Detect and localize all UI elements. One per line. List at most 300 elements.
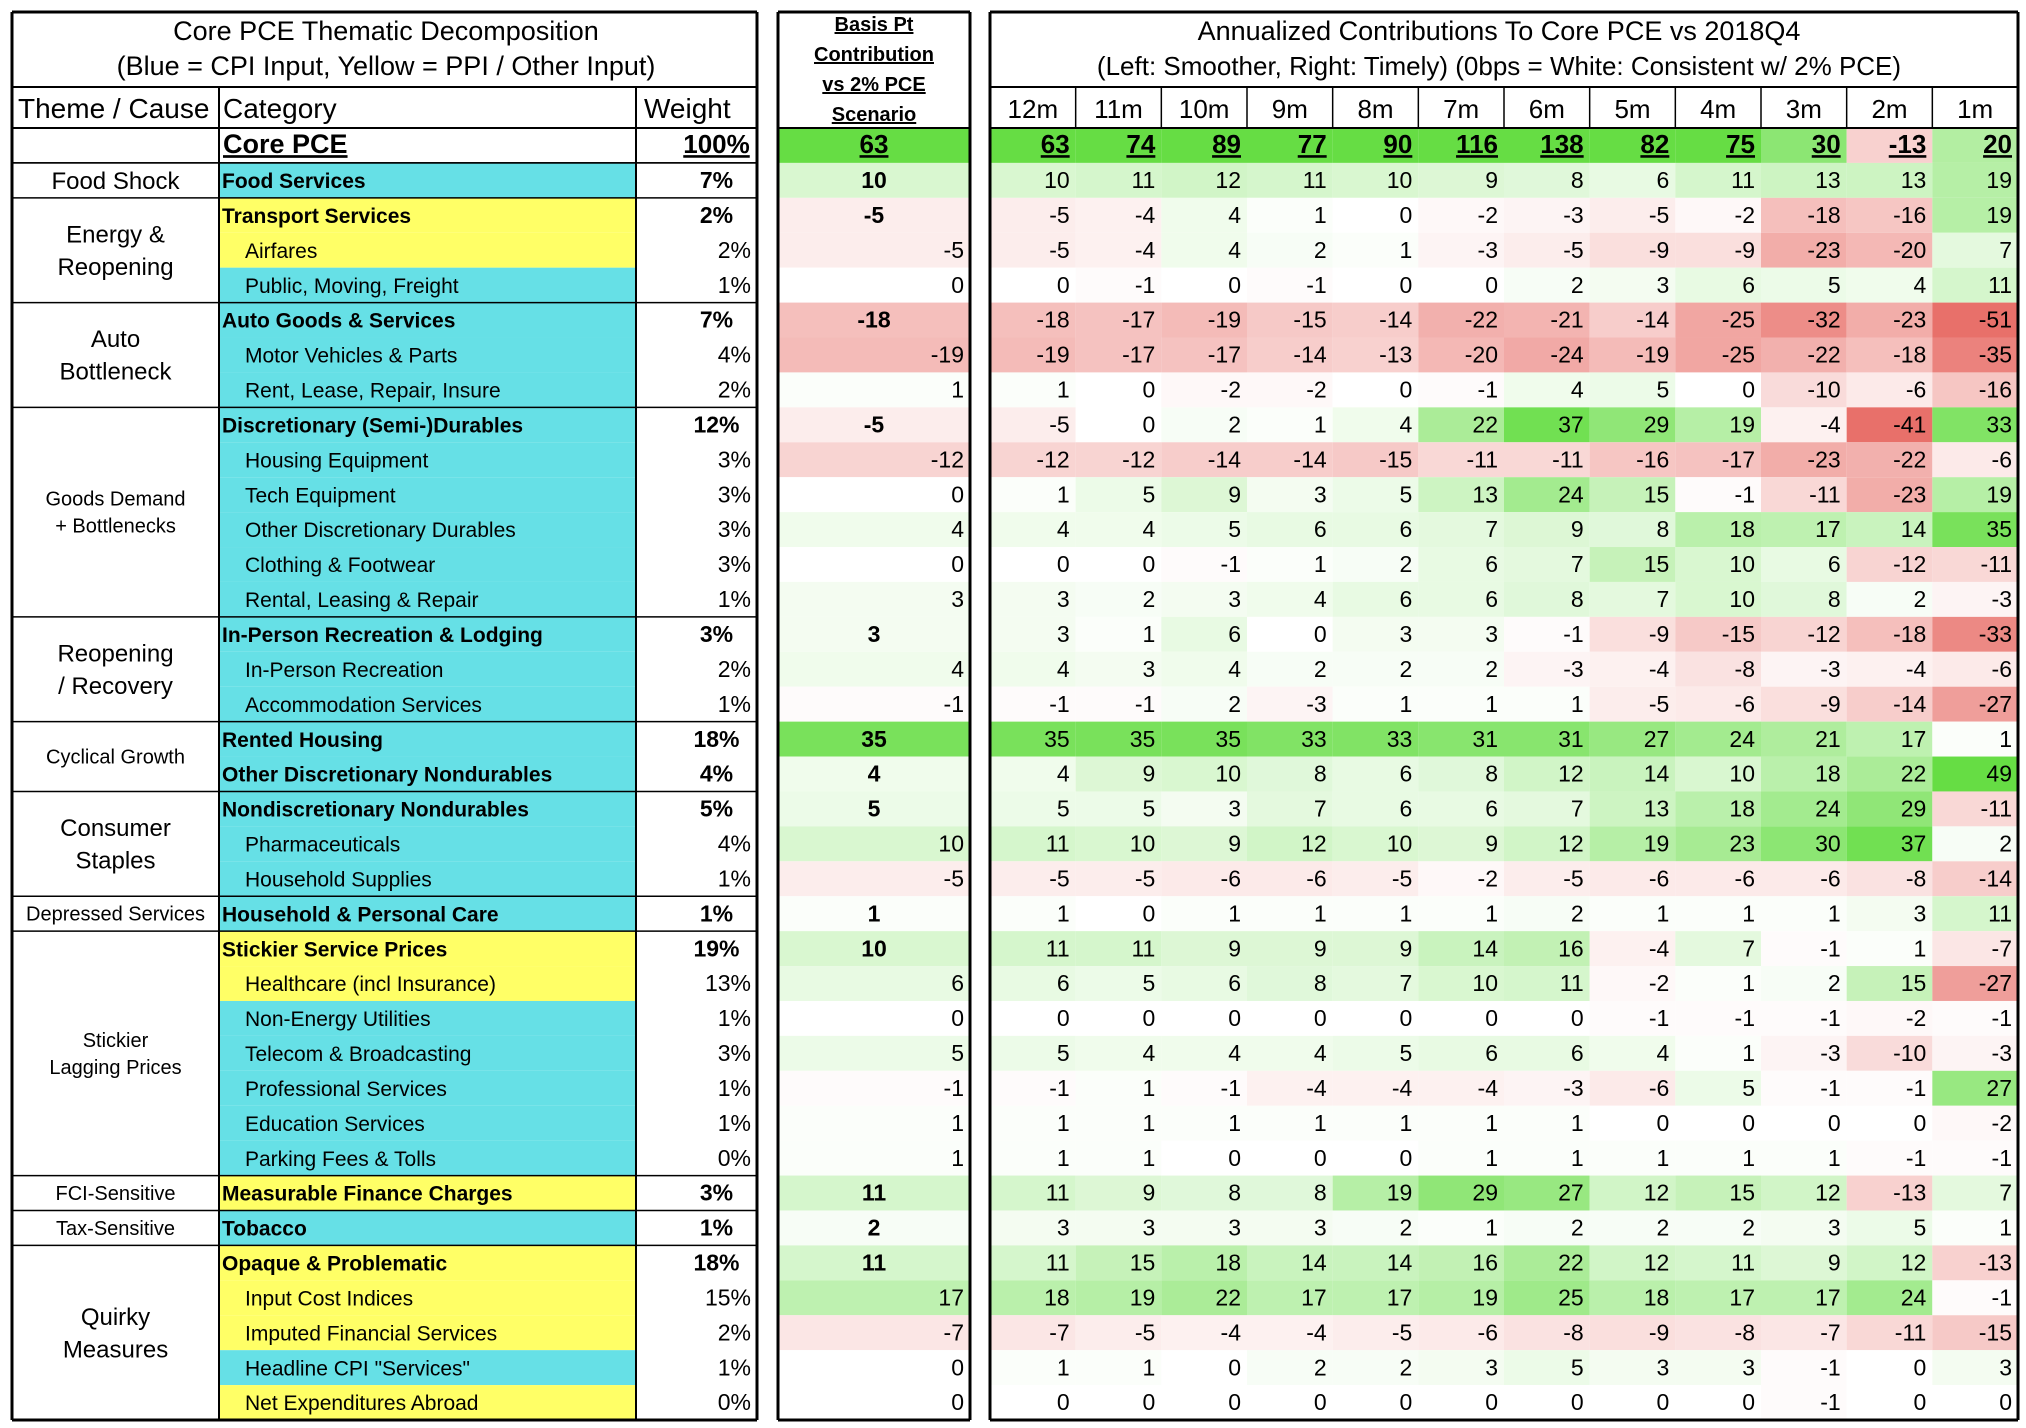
heat-value: -1 — [1991, 1005, 2012, 1032]
heat-value: 15 — [1129, 1249, 1156, 1276]
heat-value: -3 — [1991, 586, 2012, 613]
heat-value: -7 — [1991, 935, 2012, 962]
heat-value: -12 — [1036, 446, 1070, 473]
category-label: Professional Services — [245, 1077, 447, 1101]
heat-value: -6 — [1306, 865, 1327, 892]
heat-value: -15 — [1978, 1319, 2012, 1346]
heat-value: 1 — [1570, 1109, 1584, 1136]
heat-value: 14 — [1472, 935, 1498, 962]
heat-value: -17 — [1122, 341, 1156, 368]
weight-value: 2% — [717, 376, 751, 403]
heat-value: 25 — [1558, 1284, 1584, 1311]
heat-value: 1 — [1142, 1074, 1156, 1101]
heat-value: 7 — [1999, 1179, 2012, 1206]
heat-value: 8 — [1570, 167, 1584, 194]
heat-value: 3 — [1742, 1354, 1755, 1381]
heat-value: 2 — [1999, 830, 2012, 857]
heat-value: 24 — [1729, 725, 1755, 752]
heat-value: 2 — [1570, 271, 1584, 298]
bp-cell — [778, 233, 970, 268]
heat-value: 9 — [1485, 830, 1498, 857]
heat-value: -2 — [1648, 970, 1670, 997]
heat-value: -19 — [1636, 341, 1670, 368]
heat-value: 1 — [1742, 1040, 1755, 1067]
weight-value: 13% — [704, 970, 751, 997]
weight-value: 15% — [704, 1284, 751, 1311]
heat-value: 11 — [1131, 935, 1156, 962]
heat-value: 8 — [1570, 586, 1584, 613]
heat-value: 35 — [1044, 725, 1070, 752]
heat-value: 10 — [1729, 586, 1755, 613]
heat-value: 0 — [1742, 1389, 1755, 1416]
heat-value: -4 — [1648, 655, 1670, 682]
heat-value: -18 — [1807, 201, 1841, 228]
heat-value: -11 — [1894, 1319, 1927, 1346]
heat-value: 12 — [1815, 1179, 1841, 1206]
heat-value: -35 — [1978, 341, 2012, 368]
category-label: Non-Energy Utilities — [245, 1008, 431, 1032]
bp-cell — [778, 1141, 970, 1176]
category-label: Household Supplies — [245, 868, 432, 892]
heat-value: -2 — [1734, 201, 1755, 228]
heat-value: -3 — [1820, 655, 1841, 682]
heat-value: 11 — [1045, 1179, 1070, 1206]
heat-value: 2 — [1399, 1354, 1413, 1381]
heat-value: 29 — [1472, 1179, 1498, 1206]
heat-value: 10 — [1386, 830, 1413, 857]
heat-value: -2 — [1991, 1109, 2012, 1136]
heat-value: 10 — [1129, 830, 1156, 857]
heat-value: 7 — [1570, 551, 1584, 578]
heat-value: 1 — [1313, 201, 1327, 228]
heat-value: 9 — [1142, 1179, 1156, 1206]
heat-value: 2 — [1313, 236, 1327, 263]
heat-value: 1 — [1742, 970, 1755, 997]
heat-value: -23 — [1893, 481, 1927, 508]
bp-cell — [778, 477, 970, 512]
heat-value: -5 — [1563, 865, 1584, 892]
heat-value: 1 — [1999, 1214, 2012, 1241]
bp-value: 5 — [951, 1040, 964, 1067]
heat-value: -1 — [1991, 1284, 2012, 1311]
bp-value: 35 — [861, 725, 887, 752]
category-label: Airfares — [245, 239, 318, 263]
heat-value: 35 — [1986, 516, 2012, 543]
heat-value: -25 — [1721, 341, 1755, 368]
bp-value: 4 — [951, 655, 964, 682]
heat-value: 0 — [1142, 411, 1156, 438]
weight-value: 1% — [717, 690, 751, 717]
heat-value: -5 — [1648, 201, 1670, 228]
heat-value: 0 — [1570, 1005, 1584, 1032]
heat-value: 12 — [1643, 1249, 1670, 1276]
heat-value: 116 — [1456, 129, 1498, 160]
weight-value: 4% — [717, 830, 751, 857]
weight-value: 2% — [717, 1319, 751, 1346]
heat-value: 0 — [1399, 271, 1413, 298]
heat-value: -5 — [1049, 411, 1070, 438]
heat-value: 0 — [1313, 1144, 1327, 1171]
heat-value: 27 — [1643, 725, 1670, 752]
bp-value: 5 — [867, 795, 881, 822]
weight-value: 4% — [699, 760, 734, 787]
heat-value: 8 — [1313, 760, 1327, 787]
weight-value: 19% — [693, 935, 740, 962]
bp-header-line-1: Basis Pt — [834, 14, 914, 36]
heat-value: 14 — [1643, 760, 1670, 787]
heat-value: 17 — [1386, 1284, 1413, 1311]
heat-value: 0 — [1228, 1354, 1241, 1381]
heat-value: -4 — [1820, 411, 1841, 438]
heat-value: 35 — [1215, 725, 1241, 752]
heat-value: -5 — [1563, 236, 1584, 263]
heat-value: 4 — [1056, 760, 1070, 787]
heat-value: 2 — [1742, 1214, 1755, 1241]
heat-value: -14 — [1636, 306, 1670, 333]
bp-value: -1 — [943, 690, 964, 717]
bp-value: 1 — [951, 1144, 964, 1171]
heat-value: -5 — [1648, 690, 1670, 717]
heat-value: 2 — [1570, 900, 1584, 927]
heat-value: 3 — [1313, 481, 1327, 508]
category-label: Other Discretionary Nondurables — [222, 763, 553, 787]
bp-value: 0 — [951, 271, 964, 298]
heat-value: 2 — [1142, 586, 1156, 613]
bp-value: -18 — [857, 306, 891, 333]
heat-value: -8 — [1563, 1319, 1584, 1346]
heat-value: -11 — [1980, 551, 2012, 578]
heat-value: -4 — [1905, 655, 1927, 682]
heat-value: -22 — [1807, 341, 1841, 368]
bp-value: 10 — [861, 935, 887, 962]
heat-value: -2 — [1477, 201, 1498, 228]
heat-value: 4 — [1399, 411, 1413, 438]
bp-value: 0 — [951, 1389, 964, 1416]
heat-value: 29 — [1900, 795, 1927, 822]
heat-value: -6 — [1991, 655, 2012, 682]
heat-value: 35 — [1129, 725, 1156, 752]
heat-value: -2 — [1905, 1005, 1927, 1032]
bp-value: 2 — [867, 1214, 881, 1241]
theme-label: Energy & Reopening — [57, 221, 174, 281]
heat-value: -9 — [1648, 621, 1670, 648]
heat-value: 1 — [1313, 551, 1327, 578]
heat-value: 7 — [1313, 795, 1327, 822]
heat-value: -16 — [1893, 201, 1927, 228]
heat-value: -13 — [1888, 129, 1927, 160]
heat-value: 9 — [1142, 760, 1156, 787]
heat-value: -14 — [1978, 865, 2012, 892]
bp-cell — [778, 1315, 970, 1350]
heat-value: 0 — [1913, 1354, 1927, 1381]
heat-value: -9 — [1648, 236, 1670, 263]
bp-cell — [778, 512, 970, 547]
heat-value: 5 — [1142, 795, 1156, 822]
heat-value: 4 — [1570, 376, 1584, 403]
heat-value: -6 — [1734, 865, 1755, 892]
heat-value: 4 — [1142, 516, 1156, 543]
heat-value: 90 — [1383, 129, 1413, 160]
heat-value: -1 — [1734, 481, 1755, 508]
heat-value: 10 — [1215, 760, 1241, 787]
bp-value: 3 — [867, 621, 881, 648]
heat-value: 4 — [1056, 655, 1070, 682]
heat-value: 4 — [1313, 1040, 1327, 1067]
heat-value: -15 — [1379, 446, 1413, 473]
heat-value: -3 — [1306, 690, 1327, 717]
heat-value: -22 — [1464, 306, 1498, 333]
heat-value: 7 — [1656, 586, 1670, 613]
heat-value: 3 — [1142, 655, 1156, 682]
heat-value: -24 — [1550, 341, 1584, 368]
bp-cell — [778, 582, 970, 617]
category-label: In-Person Recreation & Lodging — [222, 624, 543, 648]
theme-label: Goods Demand + Bottlenecks — [45, 488, 186, 538]
heat-value: 22 — [1900, 760, 1927, 787]
heat-value: 11 — [1988, 271, 2012, 298]
heat-value: 2 — [1913, 586, 1927, 613]
heat-value: 0 — [1142, 1005, 1156, 1032]
heat-value: 4 — [1913, 271, 1927, 298]
heat-value: 9 — [1570, 516, 1584, 543]
heat-value: 1 — [1313, 411, 1327, 438]
heat-value: 3 — [1999, 1354, 2012, 1381]
weight-value: 1% — [699, 900, 734, 927]
bp-value: -5 — [863, 201, 885, 228]
heat-value: 2 — [1570, 1214, 1584, 1241]
heat-value: -16 — [1636, 446, 1670, 473]
bp-value: 1 — [867, 900, 881, 927]
heat-value: 1 — [1913, 935, 1927, 962]
heat-value: -17 — [1207, 341, 1241, 368]
heat-value: -10 — [1893, 1040, 1927, 1067]
heat-value: 24 — [1815, 795, 1841, 822]
bp-cell — [778, 372, 970, 407]
heat-value: -5 — [1049, 201, 1070, 228]
heat-value: 6 — [1313, 516, 1327, 543]
heat-value: 3 — [1656, 271, 1670, 298]
heat-value: 8 — [1485, 760, 1498, 787]
heat-value: 12 — [1900, 1249, 1927, 1276]
heat-value: 5 — [1399, 1040, 1413, 1067]
heat-value: -18 — [1893, 341, 1927, 368]
weight-value: 3% — [717, 1040, 751, 1067]
bp-value: 0 — [951, 551, 964, 578]
heat-value: -1 — [1820, 1389, 1841, 1416]
heat-value: 3 — [1228, 586, 1241, 613]
heat-value: -6 — [1477, 1319, 1498, 1346]
category-label: Net Expenditures Abroad — [245, 1392, 479, 1416]
heat-value: 0 — [1399, 1389, 1413, 1416]
period-header-1m: 1m — [1957, 94, 1994, 124]
weight-value: 0% — [717, 1389, 751, 1416]
heat-value: -1 — [1134, 271, 1156, 298]
bp-value: 3 — [951, 586, 964, 613]
heat-value: -3 — [1477, 236, 1498, 263]
heat-value: 1 — [1485, 900, 1498, 927]
heat-value: 0 — [1485, 271, 1498, 298]
heat-value: 0 — [1142, 551, 1156, 578]
heat-value: 5 — [1142, 481, 1156, 508]
heat-value: 17 — [1729, 1284, 1755, 1311]
category-label: In-Person Recreation — [245, 658, 444, 682]
heat-value: 17 — [1900, 725, 1927, 752]
heat-value: 6 — [1399, 586, 1413, 613]
heat-value: -18 — [1036, 306, 1070, 333]
heat-value: 20 — [1983, 129, 2012, 160]
heat-value: 3 — [1142, 1214, 1156, 1241]
heat-value: -14 — [1893, 690, 1927, 717]
heat-value: 3 — [1313, 1214, 1327, 1241]
category-label: Rental, Leasing & Repair — [245, 589, 479, 613]
heat-value: 1 — [1999, 725, 2012, 752]
heat-value: 11 — [1045, 935, 1070, 962]
heat-value: 0 — [1399, 201, 1413, 228]
weight-value: 2% — [717, 655, 751, 682]
heat-value: 12 — [1301, 830, 1327, 857]
heat-value: 18 — [1215, 1249, 1241, 1276]
heat-value: -51 — [1978, 306, 2012, 333]
heat-value: -5 — [1134, 1319, 1156, 1346]
heat-value: 6 — [1485, 551, 1498, 578]
heat-value: 1 — [1485, 1109, 1498, 1136]
heat-value: 11 — [1045, 1249, 1070, 1276]
category-label: Rent, Lease, Repair, Insure — [245, 379, 501, 403]
heat-value: -11 — [1980, 795, 2012, 822]
heat-value: 11 — [1045, 830, 1070, 857]
weight-value: 4% — [717, 341, 751, 368]
heat-value: -1 — [1734, 1005, 1755, 1032]
heat-value: 9 — [1228, 481, 1241, 508]
heat-value: -33 — [1978, 621, 2012, 648]
bp-value: -19 — [930, 341, 964, 368]
heat-value: 8 — [1656, 516, 1670, 543]
heat-value: 0 — [1485, 1005, 1498, 1032]
heat-value: 6 — [1399, 516, 1413, 543]
heat-value: 1 — [1399, 236, 1413, 263]
weight-value: 2% — [699, 201, 734, 228]
heat-value: 0 — [1913, 1389, 1927, 1416]
heat-value: 1 — [1056, 1109, 1070, 1136]
heat-value: 15 — [1643, 481, 1670, 508]
heat-value: -27 — [1978, 690, 2012, 717]
heat-value: -12 — [1807, 621, 1841, 648]
category-label: Opaque & Problematic — [222, 1252, 448, 1276]
weight-value: 1% — [699, 1214, 734, 1241]
heat-value: 0 — [1228, 1144, 1241, 1171]
heat-value: 75 — [1726, 129, 1755, 160]
weight-value: 7% — [699, 167, 734, 194]
weight-value: 1% — [717, 1109, 751, 1136]
heat-value: -8 — [1734, 655, 1755, 682]
theme-label: Quirky Measures — [62, 1303, 169, 1364]
heat-value: 4 — [1142, 1040, 1156, 1067]
heat-value: 22 — [1558, 1249, 1584, 1276]
bp-value: 17 — [938, 1284, 964, 1311]
heat-value: 18 — [1643, 1284, 1670, 1311]
heat-value: 1 — [1056, 900, 1070, 927]
heat-value: 13 — [1472, 481, 1498, 508]
heat-value: 1 — [1570, 690, 1584, 717]
heat-value: 1 — [1313, 900, 1327, 927]
heat-value: -12 — [1122, 446, 1156, 473]
heat-value: 24 — [1558, 481, 1584, 508]
theme-label: Food Shock — [51, 167, 180, 195]
heat-value: 0 — [1399, 1144, 1413, 1171]
heat-value: 0 — [1742, 1109, 1755, 1136]
heat-value: 7 — [1570, 795, 1584, 822]
heat-value: 11 — [1731, 1249, 1755, 1276]
heat-value: 2 — [1399, 655, 1413, 682]
heat-value: 13 — [1643, 795, 1670, 822]
heat-value: -10 — [1807, 376, 1841, 403]
heat-value: -6 — [1991, 446, 2012, 473]
heat-value: -15 — [1293, 306, 1327, 333]
heat-value: 3 — [1399, 621, 1413, 648]
heat-value: 17 — [1815, 516, 1841, 543]
heat-value: 6 — [1056, 970, 1070, 997]
heat-value: 1 — [1570, 1144, 1584, 1171]
theme-label: FCI-Sensitive — [55, 1183, 176, 1206]
category-label: Tobacco — [222, 1217, 307, 1241]
heat-value: -19 — [1207, 306, 1241, 333]
heat-value: 13 — [1815, 167, 1841, 194]
heat-value: 3 — [1485, 621, 1498, 648]
heat-value: 6 — [1656, 167, 1670, 194]
period-header-5m: 5m — [1614, 94, 1651, 124]
heat-value: 8 — [1228, 1179, 1241, 1206]
heat-value: -4 — [1306, 1074, 1327, 1101]
heat-value: -14 — [1207, 446, 1241, 473]
category-label: Rented Housing — [222, 728, 383, 752]
heat-value: 5 — [1056, 795, 1070, 822]
theme-label: Stickier Lagging Prices — [49, 1029, 182, 1079]
bp-value: 10 — [938, 830, 964, 857]
bp-value: 0 — [951, 1005, 964, 1032]
bp-value: 10 — [861, 167, 887, 194]
heat-value: -7 — [1820, 1319, 1841, 1346]
category-label: Accommodation Services — [245, 693, 482, 717]
heat-value: 19 — [1986, 167, 2012, 194]
heat-value: 0 — [1056, 551, 1070, 578]
heat-value: -14 — [1293, 341, 1327, 368]
heat-value: 23 — [1729, 830, 1755, 857]
period-header-7m: 7m — [1443, 94, 1480, 124]
right-panel-subtitle: (Left: Smoother, Right: Timely) (0bps = White: Consistent w/ 2% PCE) — [1096, 51, 1902, 81]
heat-value: 1 — [1742, 1144, 1755, 1171]
heat-value: 1 — [1142, 1144, 1156, 1171]
heat-value: 3 — [1228, 1214, 1241, 1241]
heat-value: -17 — [1721, 446, 1755, 473]
weight-value: 3% — [699, 1179, 734, 1206]
category-label: Tech Equipment — [245, 484, 396, 508]
heat-value: 77 — [1297, 129, 1327, 160]
bp-cell — [778, 1001, 970, 1036]
heat-value: 1 — [1056, 1144, 1070, 1171]
heat-value: 1 — [1656, 900, 1670, 927]
category-label: Food Services — [222, 170, 366, 194]
heat-value: -19 — [1036, 341, 1070, 368]
heat-value: 0 — [1827, 1109, 1841, 1136]
heat-value: -12 — [1893, 551, 1927, 578]
weight-value: 3% — [699, 621, 734, 648]
heat-value: -21 — [1550, 306, 1584, 333]
heat-value: 5 — [1056, 1040, 1070, 1067]
heat-value: 14 — [1900, 516, 1927, 543]
heat-value: 30 — [1815, 830, 1841, 857]
heat-value: 33 — [1386, 725, 1413, 752]
bp-value: -12 — [930, 446, 964, 473]
